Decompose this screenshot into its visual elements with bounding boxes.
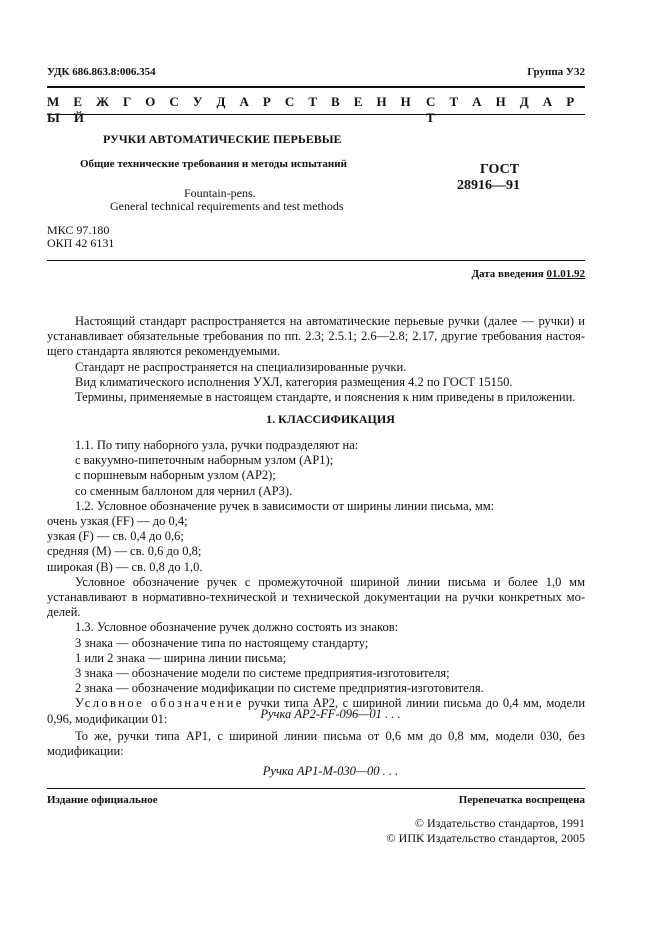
copyright-2005: © ИПК Издательство стандартов, 2005 [386, 831, 585, 845]
clause-line: узкая (F) — св. 0,4 до 0,6; [47, 529, 184, 544]
group-code: Группа У32 [527, 66, 585, 78]
clause-line: 1.1. По типу наборного узла, ручки подразделяют на: [75, 438, 359, 452]
clause-line: 1.3. Условное обозначение ручек должно состоять из знаков: [75, 620, 399, 635]
top-rule [47, 86, 585, 88]
clause-line: 3 знака — обозначение типа по настоящему стандарту; [75, 635, 369, 650]
clause-line: устанавливают в нормативно-технической и технической документации на ручки конкретных мо- [47, 590, 585, 605]
clause-line: очень узкая (FF) — до 0,4; [47, 514, 188, 529]
reprint-notice: Перепечатка воспрещена [458, 794, 585, 806]
example-line: То же, ручки типа АР1, с шириной линии письма от 0,6 мм до 0,8 мм, модели 030, без [75, 729, 585, 743]
example-formula-2: Ручка АР1-М-030—00 . . . [262, 764, 399, 778]
okp-code: ОКП 42 6131 [47, 236, 115, 250]
copyright-1991: © Издательство стандартов, 1991 [414, 816, 585, 830]
section-heading: 1. КЛАССИФИКАЦИЯ [266, 412, 395, 426]
english-title-line2: General technical requirements and test methods [110, 199, 344, 213]
clause-line: со сменным баллоном для чернил (АР3). [75, 483, 293, 498]
document-subtitle: Общие технические требования и методы испытаний [80, 158, 347, 170]
introduction-date-label: Дата введения [471, 268, 544, 280]
banner-word-interstate: М Е Ж Г О С У Д А Р С Т В Е Н Н Ы Й [47, 94, 417, 125]
intro-line: устанавливает обязательные требования по пп. 2.3; 2.5.1; 2.6—2.8; 2.17, другие требования настоя- [47, 329, 585, 344]
intro-text [47, 314, 585, 405]
title-rule [47, 260, 585, 261]
clause-line: делей. [47, 605, 81, 620]
banner-rule [47, 114, 585, 115]
banner-word-standard: С Т А Н Д А Р Т [426, 94, 580, 125]
example-text: ручки типа АР2, с шириной линии письма до 0,4 мм, модели [248, 696, 586, 711]
clause-line: 2 знака — обозначение модификации по системе предприятия-изготовителя. [75, 681, 484, 696]
intro-line: Стандарт не распространяется на специализированные ручки. [75, 359, 407, 374]
clause-line: с поршневым наборным узлом (АР2); [75, 468, 276, 483]
gost-label: ГОСТ [480, 162, 520, 177]
document-title: РУЧКИ АВТОМАТИЧЕСКИЕ ПЕРЬЕВЫЕ [103, 132, 342, 146]
example-label: Условное обозначение [75, 696, 244, 711]
clause-line: с вакуумно-пипеточным наборным узлом (АР1); [75, 453, 334, 468]
intro-line: щего стандарта являются рекомендуемыми. [47, 344, 281, 359]
clause-line: Условное обозначение ручек с промежуточной шириной линии письма и более 1,0 мм [75, 574, 585, 589]
clause-line: средняя (М) — св. 0,6 до 0,8; [47, 544, 202, 559]
udk-code: УДК 686.863.8:006.354 [47, 66, 156, 78]
clause-line: широкая (В) — св. 0,8 до 1,0. [47, 559, 203, 574]
footer-rule [47, 788, 585, 789]
section1-text [47, 438, 585, 727]
clause-line: 3 знака — обозначение модели по системе предприятия-изготовителя; [75, 666, 450, 681]
clause-line: 1.2. Условное обозначение ручек в зависимости от ширины линии письма, мм: [75, 498, 495, 513]
intro-line: Настоящий стандарт распространяется на автоматические перьевые ручки (далее — ручки) и [75, 314, 585, 328]
example-line: модификации: [47, 744, 124, 759]
gost-number: 28916—91 [457, 178, 520, 193]
example-formula-1: Ручка АР2-FF-096—01 . . . [260, 707, 401, 721]
mks-code: МКС 97.180 [47, 223, 110, 237]
example-line: 0,96, модификации 01: [47, 711, 168, 726]
clause-line: 1 или 2 знака — ширина линии письма; [75, 650, 287, 665]
official-edition: Издание официальное [47, 794, 158, 806]
example2-text [47, 729, 585, 759]
introduction-date-value: 01.01.92 [546, 268, 585, 280]
intro-line: Вид климатического исполнения УХЛ, категория размещения 4.2 по ГОСТ 15150. [75, 374, 513, 389]
introduction-date [471, 268, 585, 280]
standard-banner [47, 94, 585, 126]
english-title-line1: Fountain-pens. [184, 186, 256, 200]
intro-line: Термины, применяемые в настоящем стандарте, и пояснения к ним приведены в приложении. [75, 390, 576, 405]
